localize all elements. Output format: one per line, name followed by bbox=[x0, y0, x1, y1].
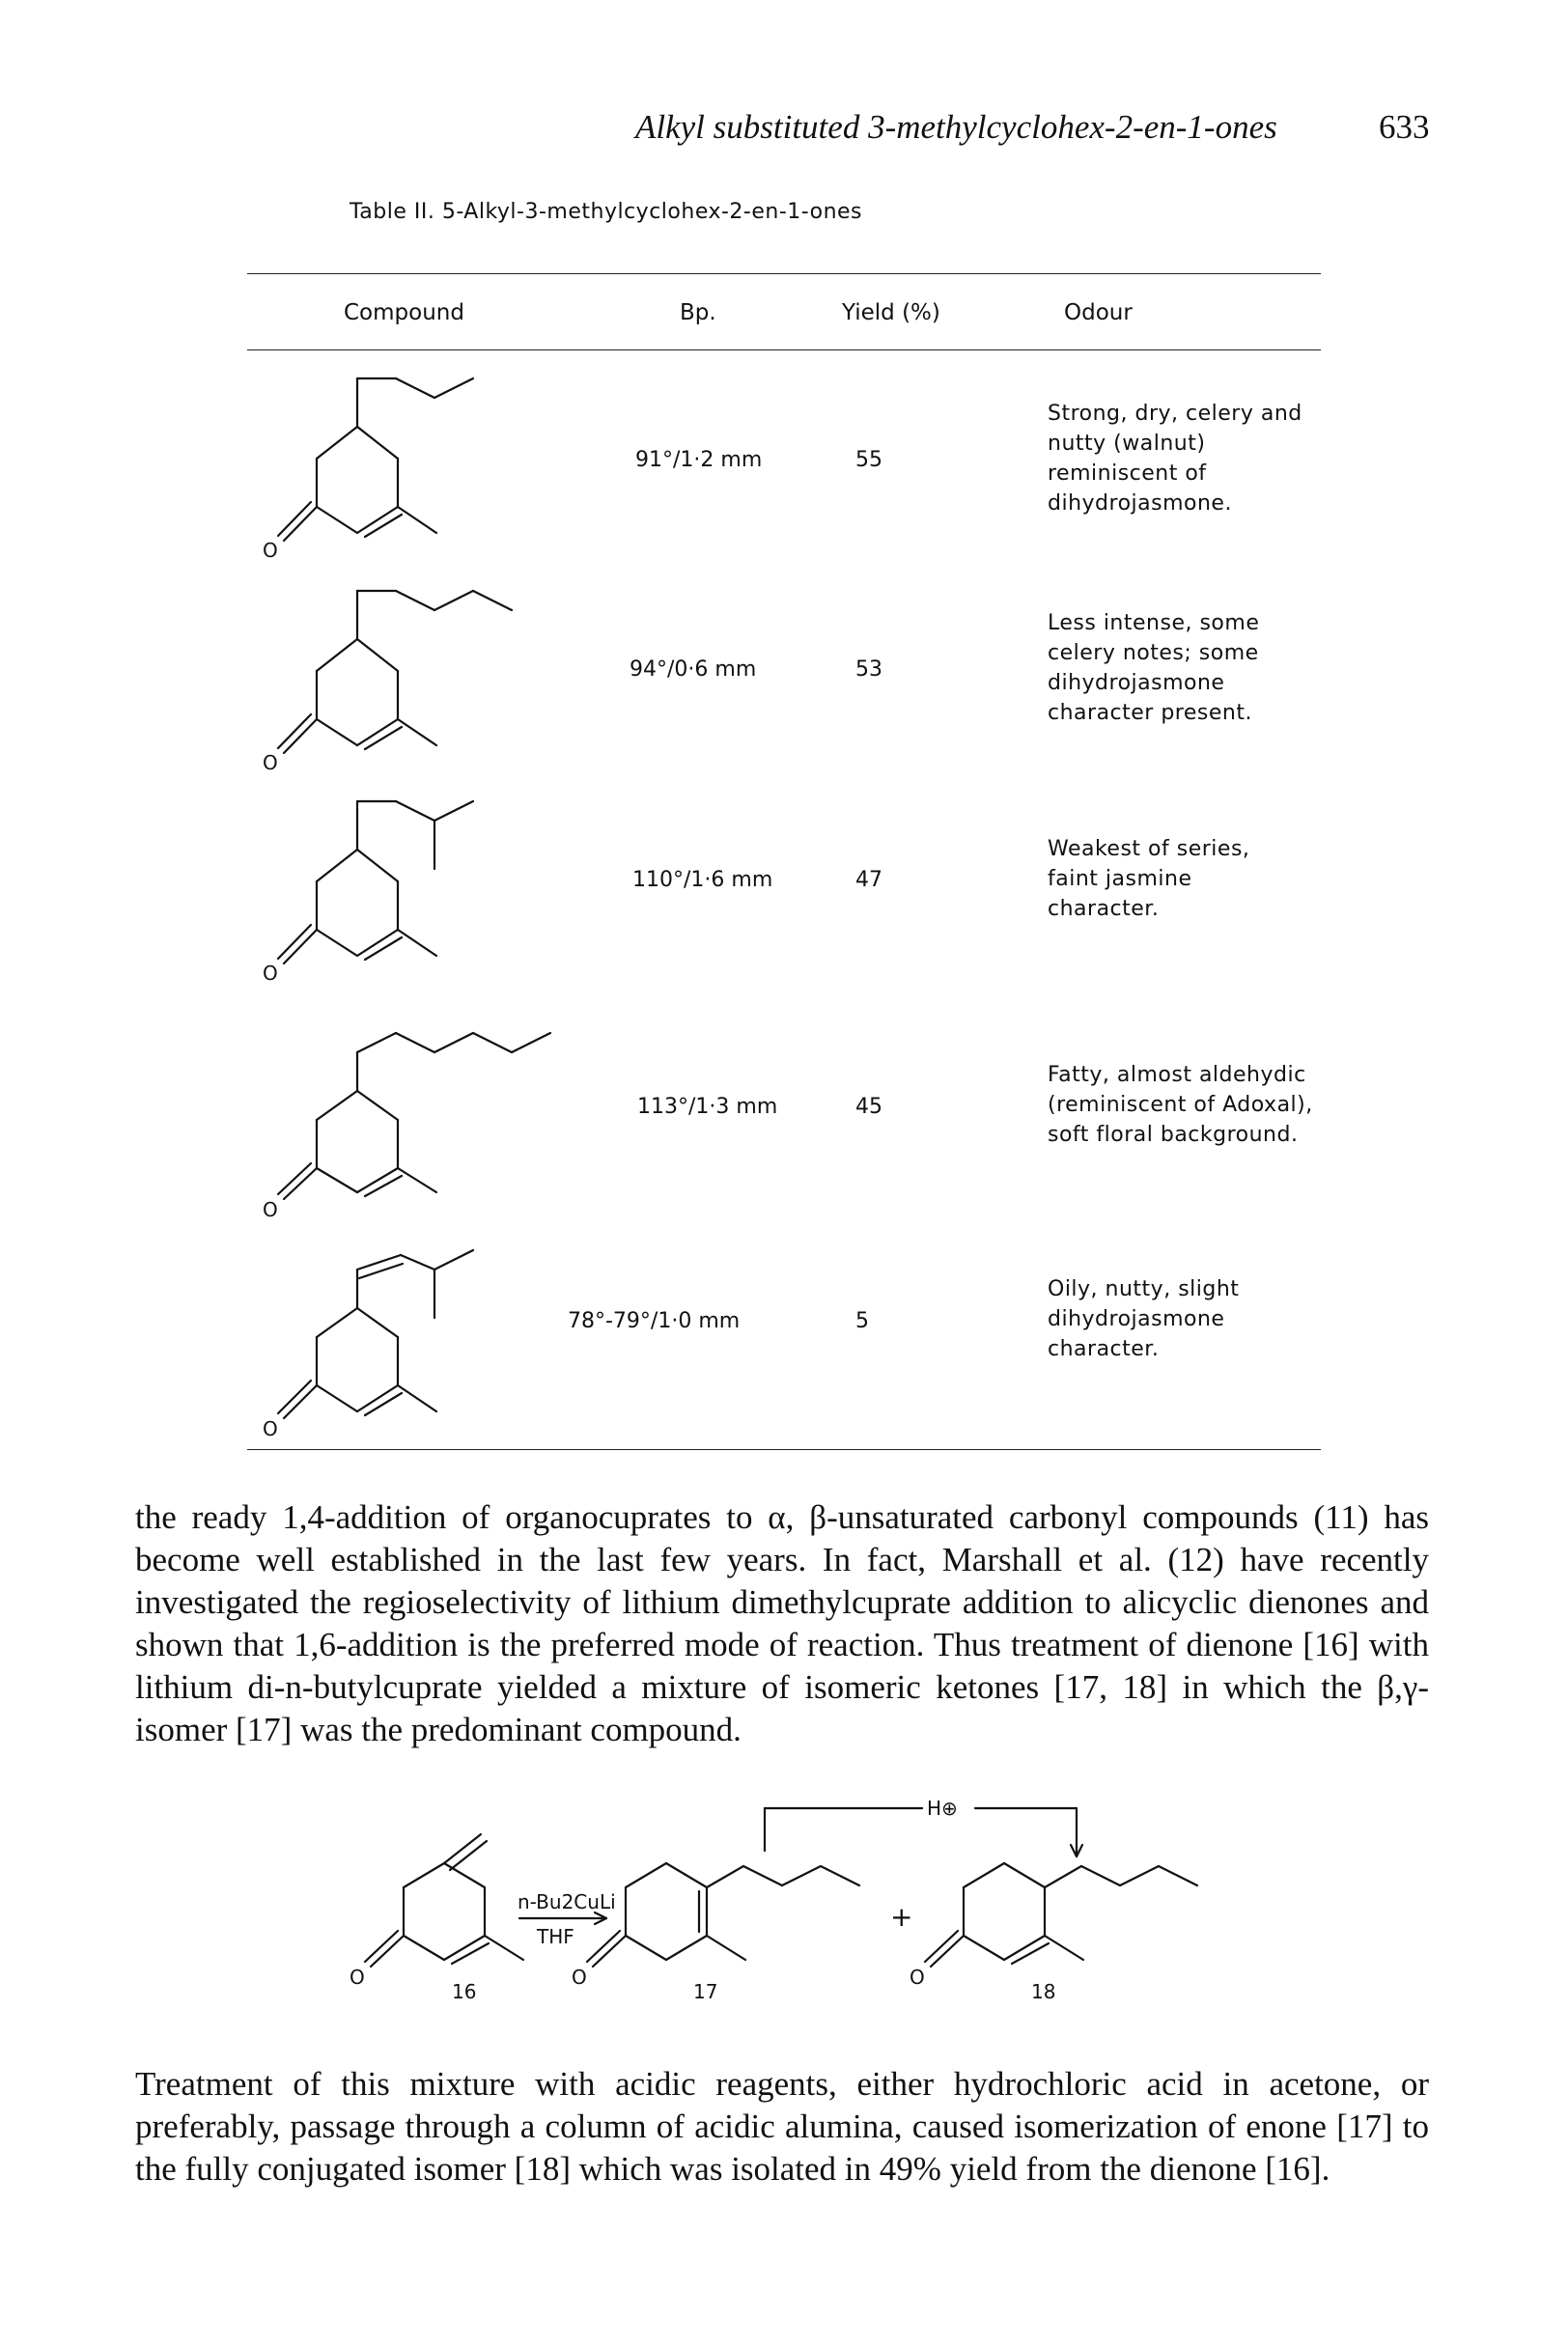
svg-text:O: O bbox=[263, 1417, 278, 1440]
svg-text:18: 18 bbox=[1031, 1980, 1056, 2003]
svg-text:H⊕: H⊕ bbox=[927, 1797, 958, 1820]
structure-16 bbox=[350, 1834, 523, 2003]
structure-pentyl bbox=[261, 1023, 550, 1221]
body-paragraph-1: the ready 1,4-addition of organocuprates to α, β-unsaturated carbonyl compounds (11) has become well established in the last few years. In fact, Marshall et al. (12) have recently investigated the regioselectivity of lithium dimethylcuprate addition to alicyclic dienones and shown that 1,6-addition is the preferred mode of reaction. Thus treatment of dienone [16] with lithium di-n-butylcuprate yielded a mixture of isomeric ketones [17, 18] in which the β,γ-isomer [17] was the predominant compound. bbox=[135, 1498, 1429, 1748]
structure-isobutenyl bbox=[261, 1250, 550, 1443]
svg-text:+: + bbox=[890, 1901, 913, 1933]
column-header-odour: Odour bbox=[1064, 300, 1133, 325]
yield-cell: 55 bbox=[855, 448, 882, 472]
bp-cell: 113°/1·3 mm bbox=[637, 1095, 778, 1119]
yield-cell: 53 bbox=[855, 657, 882, 682]
table-bottom-rule bbox=[247, 1449, 1321, 1450]
structure-isobutyl bbox=[261, 801, 550, 994]
svg-text:O: O bbox=[263, 751, 278, 774]
bp-cell: 94°/0·6 mm bbox=[630, 657, 757, 682]
structure-17 bbox=[572, 1863, 859, 2003]
structure-18 bbox=[910, 1863, 1197, 2003]
table-header-rule bbox=[247, 349, 1321, 350]
yield-cell: 5 bbox=[855, 1309, 869, 1333]
column-header-yield: Yield (%) bbox=[842, 300, 940, 325]
body-paragraph-2: Treatment of this mixture with acidic reagents, either hydrochloric acid in acetone, or preferably, passage through a column of acidic alumina, caused isomerization of enone [17] to the fully conjugated isomer [18] which was isolated in 49% yield from the dienone [16]. bbox=[135, 2065, 1429, 2188]
column-header-bp: Bp. bbox=[680, 300, 716, 325]
bp-cell: 78°-79°/1·0 mm bbox=[568, 1309, 741, 1333]
reaction-scheme bbox=[348, 1791, 1274, 2042]
svg-text:17: 17 bbox=[693, 1980, 718, 2003]
svg-text:O: O bbox=[910, 1966, 925, 1989]
table-caption: Table II. 5-Alkyl-3-methylcyclohex-2-en-1-ones bbox=[350, 200, 863, 224]
svg-text:O: O bbox=[263, 539, 278, 562]
table-top-rule bbox=[247, 273, 1321, 274]
odour-cell: Strong, dry, celery and nutty (walnut) reminiscent of dihydrojasmone. bbox=[1048, 402, 1302, 516]
odour-cell: Weakest of series, faint jasmine character. bbox=[1048, 837, 1250, 921]
svg-text:n-Bu2CuLi: n-Bu2CuLi bbox=[518, 1890, 616, 1913]
structure-butyl bbox=[261, 591, 550, 784]
odour-cell: Less intense, some celery notes; some dihydrojasmone character present. bbox=[1048, 611, 1260, 725]
svg-text:THF: THF bbox=[537, 1925, 574, 1948]
odour-cell: Fatty, almost aldehydic (reminiscent of Adoxal), soft floral background. bbox=[1048, 1063, 1313, 1147]
svg-text:O: O bbox=[263, 1198, 278, 1221]
structure-propyl bbox=[261, 378, 550, 572]
odour-cell: Oily, nutty, slight dihydrojasmone character. bbox=[1048, 1277, 1240, 1361]
column-header-compound: Compound bbox=[344, 300, 464, 325]
yield-cell: 47 bbox=[855, 868, 882, 892]
svg-text:O: O bbox=[572, 1966, 587, 1989]
bp-cell: 91°/1·2 mm bbox=[635, 448, 763, 472]
page-number: 633 bbox=[1379, 108, 1430, 146]
yield-cell: 45 bbox=[855, 1095, 882, 1119]
bp-cell: 110°/1·6 mm bbox=[632, 868, 773, 892]
svg-text:16: 16 bbox=[452, 1980, 477, 2003]
svg-text:O: O bbox=[350, 1966, 365, 1989]
running-title: Alkyl substituted 3-methylcyclohex-2-en-1-ones bbox=[635, 108, 1277, 146]
svg-text:O: O bbox=[263, 962, 278, 985]
